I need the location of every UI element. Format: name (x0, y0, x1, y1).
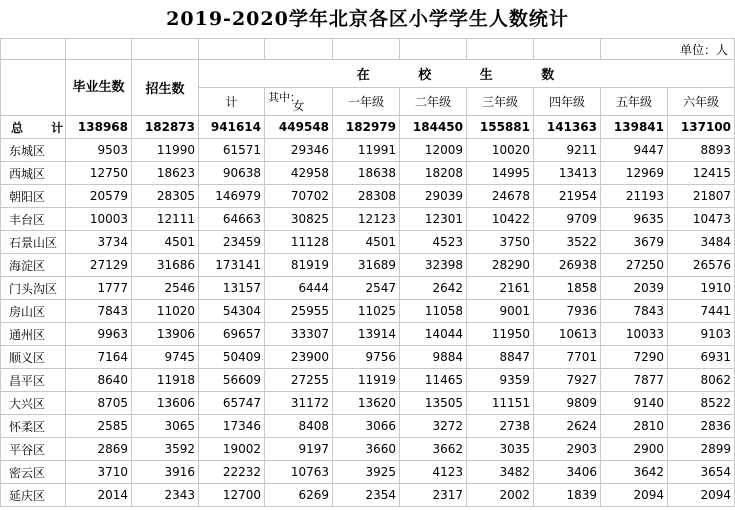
table-cell: 54304 (199, 300, 265, 323)
table-cell: 137100 (668, 116, 735, 139)
table-cell: 9635 (601, 208, 668, 231)
table-cell: 24678 (467, 185, 534, 208)
table-row (1, 185, 735, 208)
table-cell: 9211 (534, 139, 601, 162)
table-cell: 9103 (668, 323, 735, 346)
table-cell: 10763 (265, 461, 333, 484)
table-cell: 11919 (333, 369, 400, 392)
table-cell: 9503 (66, 139, 132, 162)
header-female-label: 女 (292, 99, 305, 113)
table-cell: 27255 (265, 369, 333, 392)
table-cell: 11025 (333, 300, 400, 323)
district-name: 延庆区 (1, 484, 66, 507)
table-cell: 2900 (601, 438, 668, 461)
table-cell: 13620 (333, 392, 400, 415)
table-cell: 3662 (400, 438, 467, 461)
table-cell: 29039 (400, 185, 467, 208)
table-cell: 941614 (199, 116, 265, 139)
table-cell: 10020 (467, 139, 534, 162)
table-cell: 139841 (601, 116, 668, 139)
table-cell: 1777 (66, 277, 132, 300)
table-cell: 173141 (199, 254, 265, 277)
table-cell: 8705 (66, 392, 132, 415)
table-cell: 155881 (467, 116, 534, 139)
table-cell: 6444 (265, 277, 333, 300)
table-cell: 9963 (66, 323, 132, 346)
table-cell: 3035 (467, 438, 534, 461)
header-total: 计 (199, 88, 265, 116)
table-cell: 2161 (467, 277, 534, 300)
table-cell: 141363 (534, 116, 601, 139)
header-grade3: 三年级 (467, 88, 534, 116)
table-row (1, 392, 735, 415)
table-cell: 21954 (534, 185, 601, 208)
table-cell: 9140 (601, 392, 668, 415)
table-cell: 3660 (333, 438, 400, 461)
table-cell: 8408 (265, 415, 333, 438)
table-cell: 9884 (400, 346, 467, 369)
table-cell: 11020 (132, 300, 199, 323)
sheet-title: 2019-2020学年北京各区小学学生人数统计 (166, 8, 569, 30)
header-grade4: 四年级 (534, 88, 601, 116)
table-cell: 64663 (199, 208, 265, 231)
table-cell: 1858 (534, 277, 601, 300)
table-cell: 61571 (199, 139, 265, 162)
table-cell: 12750 (66, 162, 132, 185)
table-cell: 3482 (467, 461, 534, 484)
table-row (1, 438, 735, 461)
table-cell: 4123 (400, 461, 467, 484)
table-cell: 27129 (66, 254, 132, 277)
table-cell: 12009 (400, 139, 467, 162)
district-name: 石景山区 (1, 231, 66, 254)
table-row (1, 277, 735, 300)
table-cell: 31172 (265, 392, 333, 415)
table-cell: 21807 (668, 185, 735, 208)
header-female (265, 88, 333, 116)
table-cell: 4501 (333, 231, 400, 254)
table-cell: 3066 (333, 415, 400, 438)
table-cell: 12301 (400, 208, 467, 231)
table-cell: 6931 (668, 346, 735, 369)
table-row (1, 415, 735, 438)
table-cell: 2546 (132, 277, 199, 300)
district-name: 房山区 (1, 300, 66, 323)
unit-row (1, 39, 735, 60)
table-cell: 3522 (534, 231, 601, 254)
table-cell: 26938 (534, 254, 601, 277)
table-cell: 11991 (333, 139, 400, 162)
total-row (1, 116, 735, 139)
table-cell: 26576 (668, 254, 735, 277)
table-row (1, 346, 735, 369)
corner-cell (1, 60, 66, 116)
district-name: 海淀区 (1, 254, 66, 277)
table-cell: 30825 (265, 208, 333, 231)
district-name: 密云区 (1, 461, 66, 484)
table-cell: 9745 (132, 346, 199, 369)
table-cell: 3642 (601, 461, 668, 484)
table-cell: 8522 (668, 392, 735, 415)
table-row (1, 484, 735, 507)
district-name: 门头沟区 (1, 277, 66, 300)
table-cell: 2836 (668, 415, 735, 438)
table-row (1, 208, 735, 231)
table-cell: 9001 (467, 300, 534, 323)
table-cell: 65747 (199, 392, 265, 415)
table-cell: 25955 (265, 300, 333, 323)
table-cell: 13157 (199, 277, 265, 300)
table-cell: 10473 (668, 208, 735, 231)
table-cell: 13505 (400, 392, 467, 415)
table-cell: 2869 (66, 438, 132, 461)
table-cell: 10033 (601, 323, 668, 346)
table-row (1, 231, 735, 254)
district-name: 朝阳区 (1, 185, 66, 208)
table-cell: 32398 (400, 254, 467, 277)
table-cell: 2094 (601, 484, 668, 507)
table-cell: 9809 (534, 392, 601, 415)
district-name: 平谷区 (1, 438, 66, 461)
table-cell: 7290 (601, 346, 668, 369)
header-female-prefix: 其中： (268, 91, 301, 104)
table-cell: 11465 (400, 369, 467, 392)
table-cell: 31689 (333, 254, 400, 277)
header-in-school: 在 校 生 数 (199, 60, 735, 88)
header-grade6: 六年级 (668, 88, 735, 116)
table-cell: 3750 (467, 231, 534, 254)
table-cell: 22232 (199, 461, 265, 484)
table-cell: 12111 (132, 208, 199, 231)
table-cell: 7927 (534, 369, 601, 392)
table-cell: 2354 (333, 484, 400, 507)
table-cell: 13606 (132, 392, 199, 415)
table-cell: 8893 (668, 139, 735, 162)
table-cell: 13906 (132, 323, 199, 346)
table-cell: 2642 (400, 277, 467, 300)
header-row-1 (1, 60, 735, 88)
table-cell: 7441 (668, 300, 735, 323)
table-cell: 7843 (601, 300, 668, 323)
table-cell: 28305 (132, 185, 199, 208)
table-cell: 14995 (467, 162, 534, 185)
table-cell: 17346 (199, 415, 265, 438)
table-cell: 6269 (265, 484, 333, 507)
table-cell: 3710 (66, 461, 132, 484)
table-cell: 9709 (534, 208, 601, 231)
table-cell: 2547 (333, 277, 400, 300)
table-cell: 138968 (66, 116, 132, 139)
table-cell: 4501 (132, 231, 199, 254)
header-graduates: 毕业生数 (66, 60, 132, 116)
table-cell: 50409 (199, 346, 265, 369)
district-name: 大兴区 (1, 392, 66, 415)
table-cell: 2039 (601, 277, 668, 300)
table-cell: 12123 (333, 208, 400, 231)
table-cell: 2002 (467, 484, 534, 507)
table-cell: 182979 (333, 116, 400, 139)
table-cell: 2317 (400, 484, 467, 507)
table-cell: 3734 (66, 231, 132, 254)
table-cell: 31686 (132, 254, 199, 277)
unit-label: 单位：人 (601, 39, 735, 60)
district-name: 通州区 (1, 323, 66, 346)
table-cell: 70702 (265, 185, 333, 208)
table-cell: 81919 (265, 254, 333, 277)
table-cell: 28290 (467, 254, 534, 277)
table-row (1, 139, 735, 162)
table-cell: 2899 (668, 438, 735, 461)
table-cell: 10422 (467, 208, 534, 231)
table-cell: 2014 (66, 484, 132, 507)
table-row (1, 323, 735, 346)
table-cell: 3925 (333, 461, 400, 484)
table-cell: 69657 (199, 323, 265, 346)
table-cell: 3654 (668, 461, 735, 484)
table-cell: 3272 (400, 415, 467, 438)
table-cell: 12700 (199, 484, 265, 507)
table-cell: 1839 (534, 484, 601, 507)
header-grade5: 五年级 (601, 88, 668, 116)
table-cell: 42958 (265, 162, 333, 185)
table-cell: 11990 (132, 139, 199, 162)
table-cell: 9447 (601, 139, 668, 162)
table-cell: 182873 (132, 116, 199, 139)
table-cell: 2585 (66, 415, 132, 438)
district-name: 丰台区 (1, 208, 66, 231)
table-cell: 23459 (199, 231, 265, 254)
table-cell: 2903 (534, 438, 601, 461)
table-cell: 28308 (333, 185, 400, 208)
table-cell: 18638 (333, 162, 400, 185)
table-cell: 184450 (400, 116, 467, 139)
table-cell: 11058 (400, 300, 467, 323)
table-cell: 7936 (534, 300, 601, 323)
table-cell: 3484 (668, 231, 735, 254)
table-cell: 9197 (265, 438, 333, 461)
table-cell: 1910 (668, 277, 735, 300)
table-cell: 56609 (199, 369, 265, 392)
table-cell: 3916 (132, 461, 199, 484)
table-row (1, 254, 735, 277)
table-cell: 29346 (265, 139, 333, 162)
table-row (1, 300, 735, 323)
header-grade2: 二年级 (400, 88, 467, 116)
table-cell: 8062 (668, 369, 735, 392)
district-name: 东城区 (1, 139, 66, 162)
table-cell: 12415 (668, 162, 735, 185)
table-cell: 2810 (601, 415, 668, 438)
district-name: 昌平区 (1, 369, 66, 392)
table-cell: 3592 (132, 438, 199, 461)
table-cell: 18208 (400, 162, 467, 185)
district-name: 顺义区 (1, 346, 66, 369)
table-cell: 3406 (534, 461, 601, 484)
table-cell: 21193 (601, 185, 668, 208)
table-cell: 23900 (265, 346, 333, 369)
header-enrollment: 招生数 (132, 60, 199, 116)
table-cell: 19002 (199, 438, 265, 461)
table-row (1, 369, 735, 392)
table-cell: 146979 (199, 185, 265, 208)
table-cell: 20579 (66, 185, 132, 208)
table-cell: 27250 (601, 254, 668, 277)
table-row (1, 162, 735, 185)
district-name: 怀柔区 (1, 415, 66, 438)
district-name: 西城区 (1, 162, 66, 185)
table-cell: 2343 (132, 484, 199, 507)
table-cell: 11128 (265, 231, 333, 254)
table-cell: 3679 (601, 231, 668, 254)
table-cell: 12969 (601, 162, 668, 185)
table-cell: 7843 (66, 300, 132, 323)
district-name: 总 计 (1, 116, 66, 139)
table-cell: 449548 (265, 116, 333, 139)
table-cell: 2624 (534, 415, 601, 438)
table-cell: 10613 (534, 323, 601, 346)
table-cell: 3065 (132, 415, 199, 438)
table-cell: 14044 (400, 323, 467, 346)
table-cell: 8847 (467, 346, 534, 369)
table-cell: 11950 (467, 323, 534, 346)
table-cell: 9359 (467, 369, 534, 392)
table-cell: 33307 (265, 323, 333, 346)
student-statistics-table (0, 38, 735, 507)
table-cell: 90638 (199, 162, 265, 185)
table-row (1, 461, 735, 484)
header-grade1: 一年级 (333, 88, 400, 116)
table-cell: 7701 (534, 346, 601, 369)
table-cell: 2094 (668, 484, 735, 507)
table-cell: 7877 (601, 369, 668, 392)
table-cell: 7164 (66, 346, 132, 369)
table-cell: 4523 (400, 231, 467, 254)
table-cell: 13413 (534, 162, 601, 185)
table-cell: 13914 (333, 323, 400, 346)
table-cell: 10003 (66, 208, 132, 231)
table-cell: 8640 (66, 369, 132, 392)
table-cell: 11151 (467, 392, 534, 415)
table-cell: 18623 (132, 162, 199, 185)
table-cell: 9756 (333, 346, 400, 369)
table-cell: 2738 (467, 415, 534, 438)
table-cell: 11918 (132, 369, 199, 392)
